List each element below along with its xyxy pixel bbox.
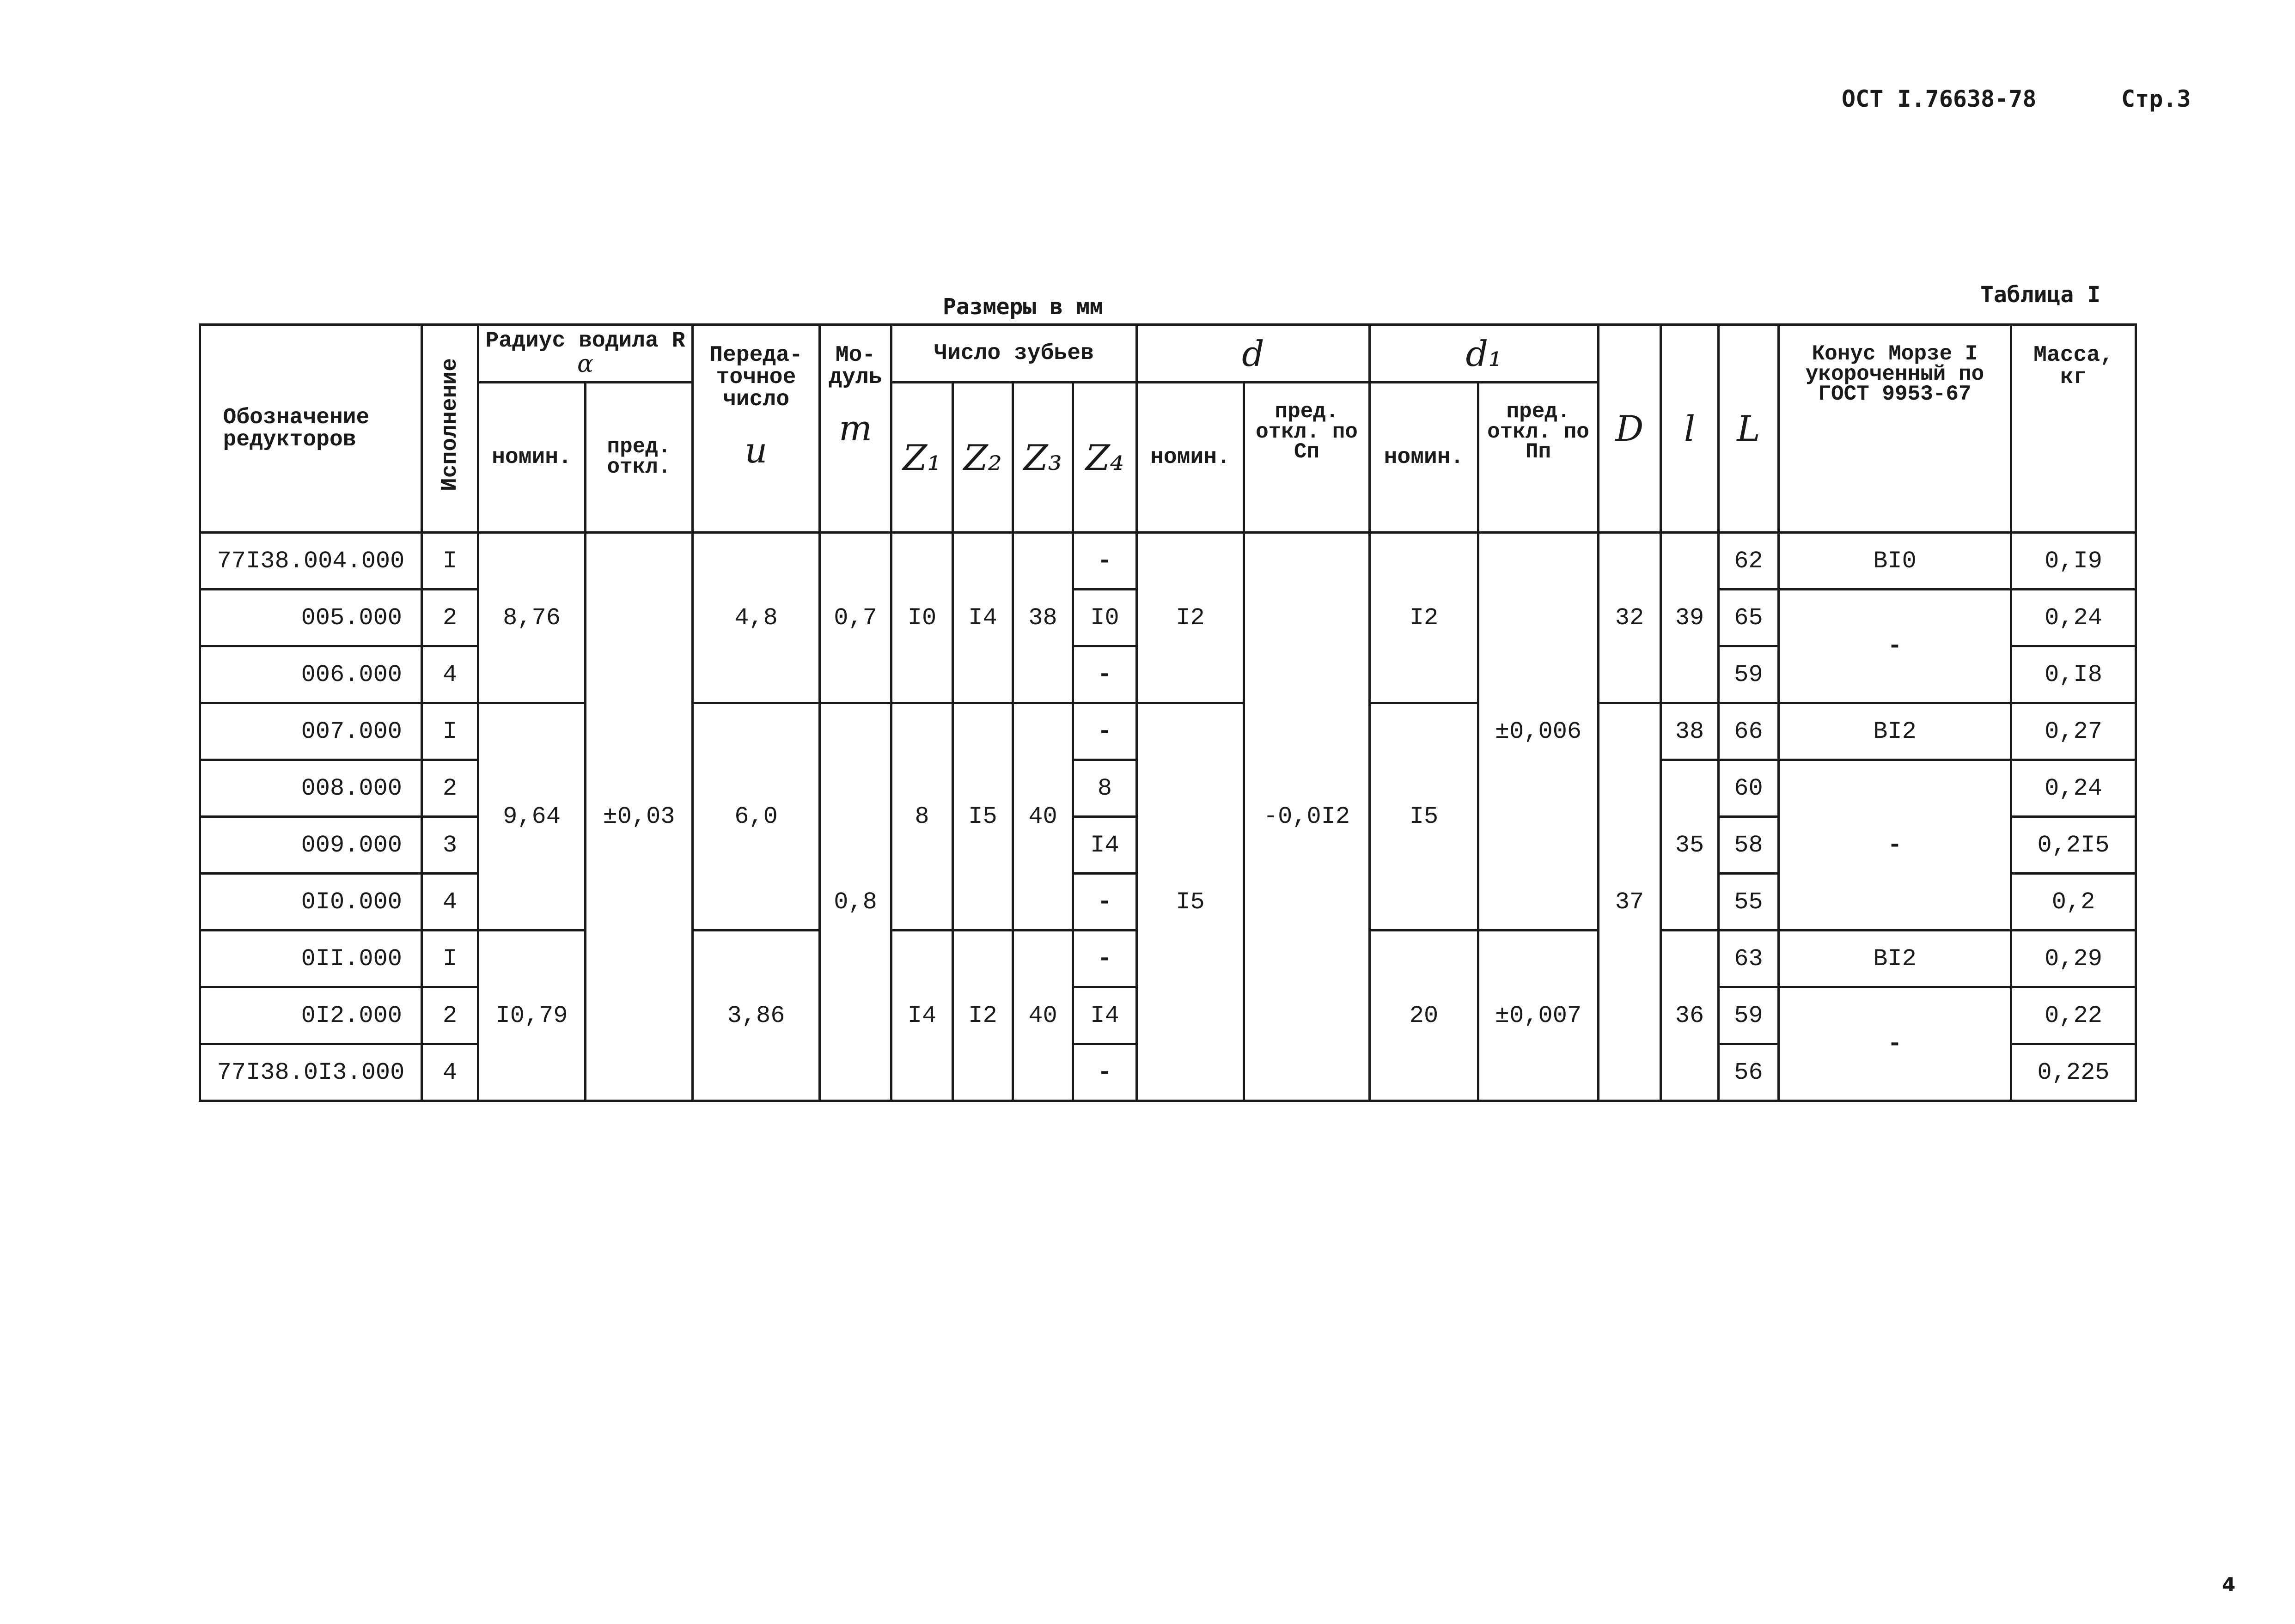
- d-nom-cell: I5: [1137, 703, 1244, 1101]
- z4-cell: -: [1073, 1044, 1137, 1101]
- col-L: L: [1719, 325, 1779, 533]
- col-z4: Z₄: [1073, 383, 1137, 533]
- d-nom-cell: I2: [1137, 533, 1244, 703]
- cone-cell: -: [1779, 590, 2011, 703]
- l-cell: 39: [1661, 533, 1719, 703]
- l-cell: 36: [1661, 931, 1719, 1101]
- ratio-cell: 4,8: [693, 533, 820, 703]
- z4-cell: -: [1073, 931, 1137, 987]
- z4-cell: I4: [1073, 817, 1137, 874]
- z3-cell: 40: [1013, 931, 1073, 1101]
- designation-cell: 0I0.000: [200, 874, 422, 931]
- col-mass: Масса, кг: [2011, 325, 2136, 533]
- col-designation: Обозначение редукторов: [200, 325, 422, 533]
- L-cell: 55: [1719, 874, 1779, 931]
- units-caption: Размеры в мм: [943, 294, 1103, 320]
- L-cell: 59: [1719, 646, 1779, 703]
- d1-nom-cell: I2: [1370, 533, 1478, 703]
- col-d-dev: пред. откл. по Сп: [1244, 383, 1370, 533]
- L-cell: 63: [1719, 931, 1779, 987]
- col-teeth: Число зубьев: [891, 325, 1137, 383]
- mass-cell: 0,24: [2011, 590, 2136, 646]
- version-cell: 2: [422, 760, 478, 817]
- version-cell: I: [422, 931, 478, 987]
- L-cell: 65: [1719, 590, 1779, 646]
- col-radius: Радиус водила R α: [478, 325, 693, 383]
- d1-dev-cell: ±0,007: [1478, 931, 1599, 1101]
- col-radius-dev: пред. откл.: [586, 383, 693, 533]
- table-caption: Таблица I: [1980, 282, 2101, 308]
- z4-cell: -: [1073, 533, 1137, 590]
- version-cell: 4: [422, 646, 478, 703]
- col-z3: Z₃: [1013, 383, 1073, 533]
- page-label: Стр.3: [2121, 85, 2191, 112]
- L-cell: 59: [1719, 987, 1779, 1044]
- designation-cell: 0I2.000: [200, 987, 422, 1044]
- col-d1: d₁: [1370, 325, 1599, 383]
- col-morse-cone: Конус Морзе I укороченный по ГОСТ 9953-67: [1779, 325, 2011, 533]
- radius-cell: 8,76: [478, 533, 586, 703]
- z1-cell: I0: [891, 533, 953, 703]
- L-cell: 62: [1719, 533, 1779, 590]
- designation-cell: 77I38.004.000: [200, 533, 422, 590]
- version-cell: 2: [422, 987, 478, 1044]
- standard-code: ОСТ I.76638-78: [1842, 85, 2037, 112]
- z4-cell: -: [1073, 646, 1137, 703]
- col-d1-nom: номин.: [1370, 383, 1478, 533]
- version-cell: 4: [422, 1044, 478, 1101]
- version-cell: 3: [422, 817, 478, 874]
- L-cell: 58: [1719, 817, 1779, 874]
- mass-cell: 0,2I5: [2011, 817, 2136, 874]
- cone-cell: -: [1779, 987, 2011, 1101]
- mass-cell: 0,I9: [2011, 533, 2136, 590]
- z4-cell: -: [1073, 874, 1137, 931]
- d-dev-cell: -0,0I2: [1244, 533, 1370, 1101]
- z4-cell: 8: [1073, 760, 1137, 817]
- designation-cell: 77I38.0I3.000: [200, 1044, 422, 1101]
- mass-cell: 0,29: [2011, 931, 2136, 987]
- l-cell: 35: [1661, 760, 1719, 931]
- col-module: Мо-дуль m: [820, 325, 891, 533]
- z3-cell: 40: [1013, 703, 1073, 931]
- z2-cell: I4: [953, 533, 1013, 703]
- col-z1: Z₁: [891, 383, 953, 533]
- col-d1-dev: пред. откл. по Пп: [1478, 383, 1599, 533]
- col-radius-nom: номин.: [478, 383, 586, 533]
- radius-dev-cell: ±0,03: [586, 533, 693, 1101]
- z4-cell: I0: [1073, 590, 1137, 646]
- module-cell: 0,7: [820, 533, 891, 703]
- cone-cell: BI0: [1779, 533, 2011, 590]
- designation-cell: 005.000: [200, 590, 422, 646]
- col-version: Исполнение: [422, 325, 478, 533]
- mass-cell: 0,24: [2011, 760, 2136, 817]
- cone-cell: BI2: [1779, 931, 2011, 987]
- radius-cell: I0,79: [478, 931, 586, 1101]
- col-ratio: Переда-точное число u: [693, 325, 820, 533]
- d1-nom-cell: I5: [1370, 703, 1478, 931]
- d1-nom-cell: 20: [1370, 931, 1478, 1101]
- mass-cell: 0,I8: [2011, 646, 2136, 703]
- cone-cell: -: [1779, 760, 2011, 931]
- col-l: l: [1661, 325, 1719, 533]
- l-cell: 38: [1661, 703, 1719, 760]
- z4-cell: I4: [1073, 987, 1137, 1044]
- mass-cell: 0,22: [2011, 987, 2136, 1044]
- col-z2: Z₂: [953, 383, 1013, 533]
- mass-cell: 0,27: [2011, 703, 2136, 760]
- z1-cell: I4: [891, 931, 953, 1101]
- L-cell: 56: [1719, 1044, 1779, 1101]
- cone-cell: BI2: [1779, 703, 2011, 760]
- L-cell: 60: [1719, 760, 1779, 817]
- version-cell: 4: [422, 874, 478, 931]
- ratio-cell: 6,0: [693, 703, 820, 931]
- col-d: d: [1137, 325, 1370, 383]
- L-cell: 66: [1719, 703, 1779, 760]
- designation-cell: 007.000: [200, 703, 422, 760]
- ratio-cell: 3,86: [693, 931, 820, 1101]
- d1-dev-cell: ±0,006: [1478, 533, 1599, 931]
- col-D: D: [1599, 325, 1661, 533]
- designation-cell: 009.000: [200, 817, 422, 874]
- reducer-spec-table: [199, 323, 2137, 1102]
- z1-cell: 8: [891, 703, 953, 931]
- z2-cell: I5: [953, 703, 1013, 931]
- mass-cell: 0,2: [2011, 874, 2136, 931]
- z4-cell: -: [1073, 703, 1137, 760]
- D-cell: 37: [1599, 703, 1661, 1101]
- designation-cell: 006.000: [200, 646, 422, 703]
- table-row: [200, 533, 2136, 590]
- table-row: [200, 703, 2136, 760]
- module-cell: 0,8: [820, 703, 891, 1101]
- col-d-nom: номин.: [1137, 383, 1244, 533]
- version-cell: I: [422, 703, 478, 760]
- designation-cell: 008.000: [200, 760, 422, 817]
- radius-cell: 9,64: [478, 703, 586, 931]
- version-cell: 2: [422, 590, 478, 646]
- D-cell: 32: [1599, 533, 1661, 703]
- mass-cell: 0,225: [2011, 1044, 2136, 1101]
- z2-cell: I2: [953, 931, 1013, 1101]
- designation-cell: 0II.000: [200, 931, 422, 987]
- version-cell: I: [422, 533, 478, 590]
- z3-cell: 38: [1013, 533, 1073, 703]
- page-number: 4: [2222, 1573, 2236, 1596]
